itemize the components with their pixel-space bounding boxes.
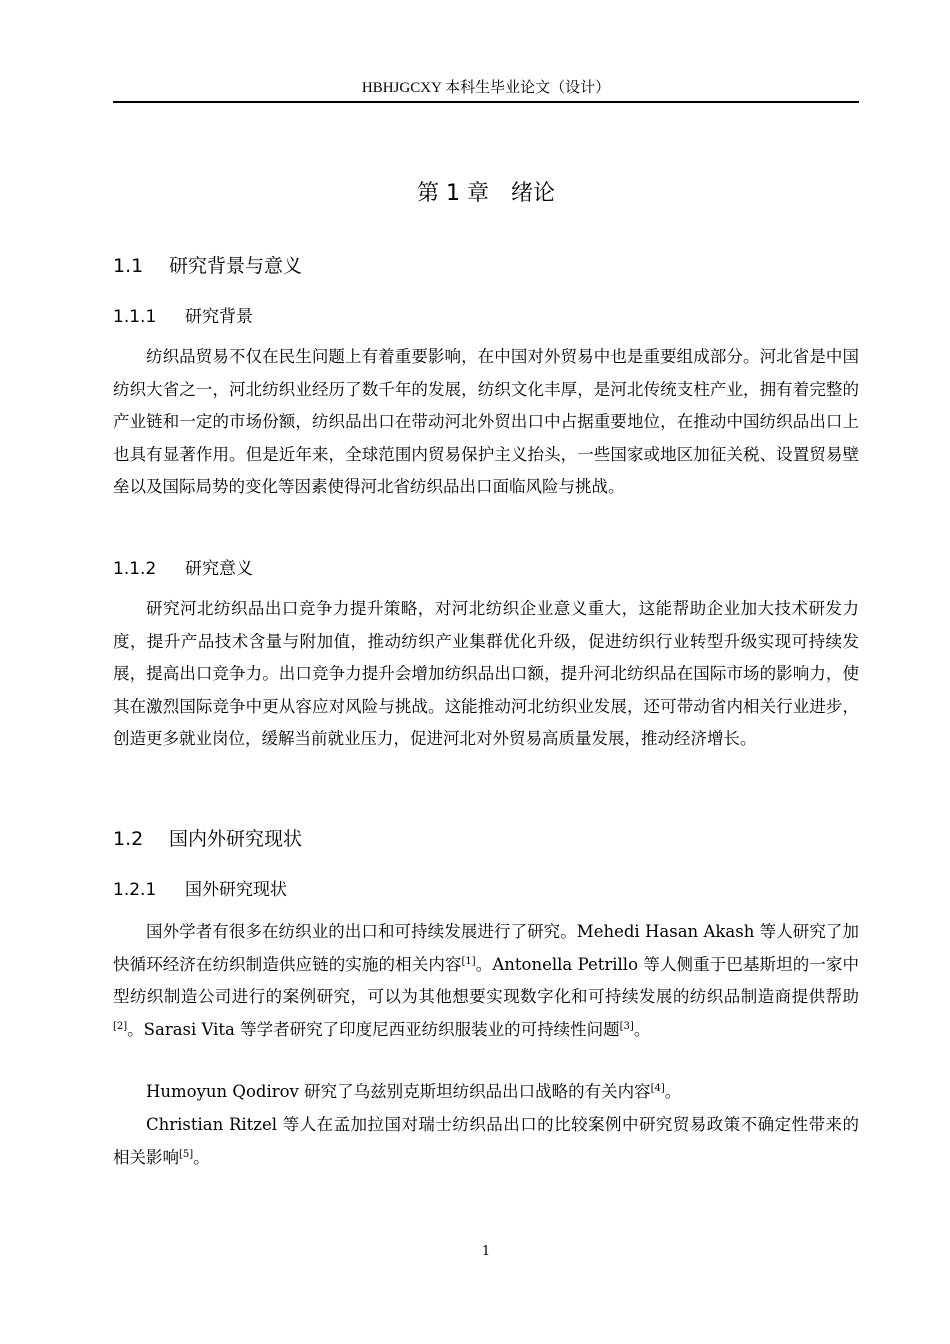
citation-ref: [4]	[650, 1083, 665, 1094]
section-number: 1.2	[113, 828, 144, 850]
paragraph-background: 纺织品贸易不仅在民生问题上有着重要影响，在中国对外贸易中也是重要组成部分。河北省是中国纺织大省之一，河北纺织业经历了数千年的发展，纺织文化丰厚，是河北传统支柱产业，拥有着完整的产业链和一定的市场份额，纺织品出口在带动河北外贸出口中占据重要地位，在推动中国纺织品出口上也具有显著作用。但是近年来，全球范围内贸易保护主义抬头，一些国家或地区加征关税、设置贸易壁垒以及国际局势的变化等因素使得河北省纺织品出口面临风险与挑战。	[113, 347, 859, 496]
section-heading	[113, 825, 302, 853]
paragraph-text: 。Sarasi Vita 等学者研究了印度尼西亚纺织服装业的可持续性问题	[127, 1019, 620, 1039]
citation-ref: [2]	[113, 1020, 128, 1032]
paragraph-qodirov	[113, 1076, 859, 1109]
subsection-heading	[113, 556, 253, 582]
page-number: 1	[481, 1244, 491, 1259]
citation-ref: [1]	[461, 955, 476, 967]
citation-ref: [3]	[619, 1020, 634, 1032]
paragraph-foreign-research	[113, 916, 859, 1046]
section-heading	[113, 252, 302, 280]
section-number: 1.1	[113, 255, 144, 277]
section-title: 研究背景与意义	[169, 255, 303, 277]
subsection-title: 国外研究现状	[185, 880, 287, 900]
subsection-heading	[113, 877, 287, 903]
section-title: 国内外研究现状	[169, 828, 303, 850]
paragraph-text: 。Antonella Petrillo 等人侧重于巴基斯坦的一家中型纺织制造公司进行的案例研究，可以为其他想要实现数字化和可持续发展的纺织品制造商提供帮助	[113, 954, 860, 1006]
chapter-heading	[113, 178, 859, 210]
chapter-number: 第 1 章	[417, 181, 489, 206]
subsection-number: 1.1.1	[113, 307, 157, 327]
subsection-title: 研究背景	[185, 307, 253, 327]
paragraph-text: 。	[193, 1147, 210, 1167]
header-rule	[113, 101, 859, 103]
paragraph-text: Christian Ritzel 等人在孟加拉国对瑞士纺织品出口的比较案例中研究贸易政策不确定性带来的相关影响	[113, 1115, 859, 1167]
subsection-number: 1.2.1	[113, 880, 157, 900]
citation-ref: [5]	[179, 1148, 194, 1160]
chapter-title: 绪论	[510, 181, 555, 206]
paragraph-text: 。	[633, 1019, 651, 1039]
paragraph-text: 。	[664, 1082, 682, 1101]
subsection-number: 1.1.2	[113, 559, 157, 579]
paragraph-text: 国外学者有很多在纺织业的出口和可持续发展进行了研究。Mehedi Hasan Akash 等人研究了加快循环经济在纺织制造供应链的实施的相关内容	[113, 922, 859, 974]
paragraph-text: Humoyun Qodirov 研究了乌兹别克斯坦纺织品出口战略的有关内容	[146, 1082, 651, 1101]
paragraph-significance: 研究河北纺织品出口竞争力提升策略，对河北纺织企业意义重大，这能帮助企业加大技术研发力度，提升产品技术含量与附加值，推动纺织产业集群优化升级，促进纺织行业转型升级实现可持续发展，提高出口竞争力。出口竞争力提升会增加纺织品出口额，提升河北纺织品在国际市场的影响力，使其在激烈国际竞争中更从容应对风险与挑战。这能推动河北纺织业发展，还可带动省内相关行业进步，创造更多就业岗位，缓解当前就业压力，促进河北对外贸易高质量发展，推动经济增长。	[113, 599, 859, 748]
paragraph-ritzel	[113, 1109, 859, 1174]
subsection-title: 研究意义	[185, 559, 253, 579]
running-header: HBHJGCXY 本科生毕业论文（设计）	[361, 80, 611, 96]
subsection-heading	[113, 304, 253, 330]
